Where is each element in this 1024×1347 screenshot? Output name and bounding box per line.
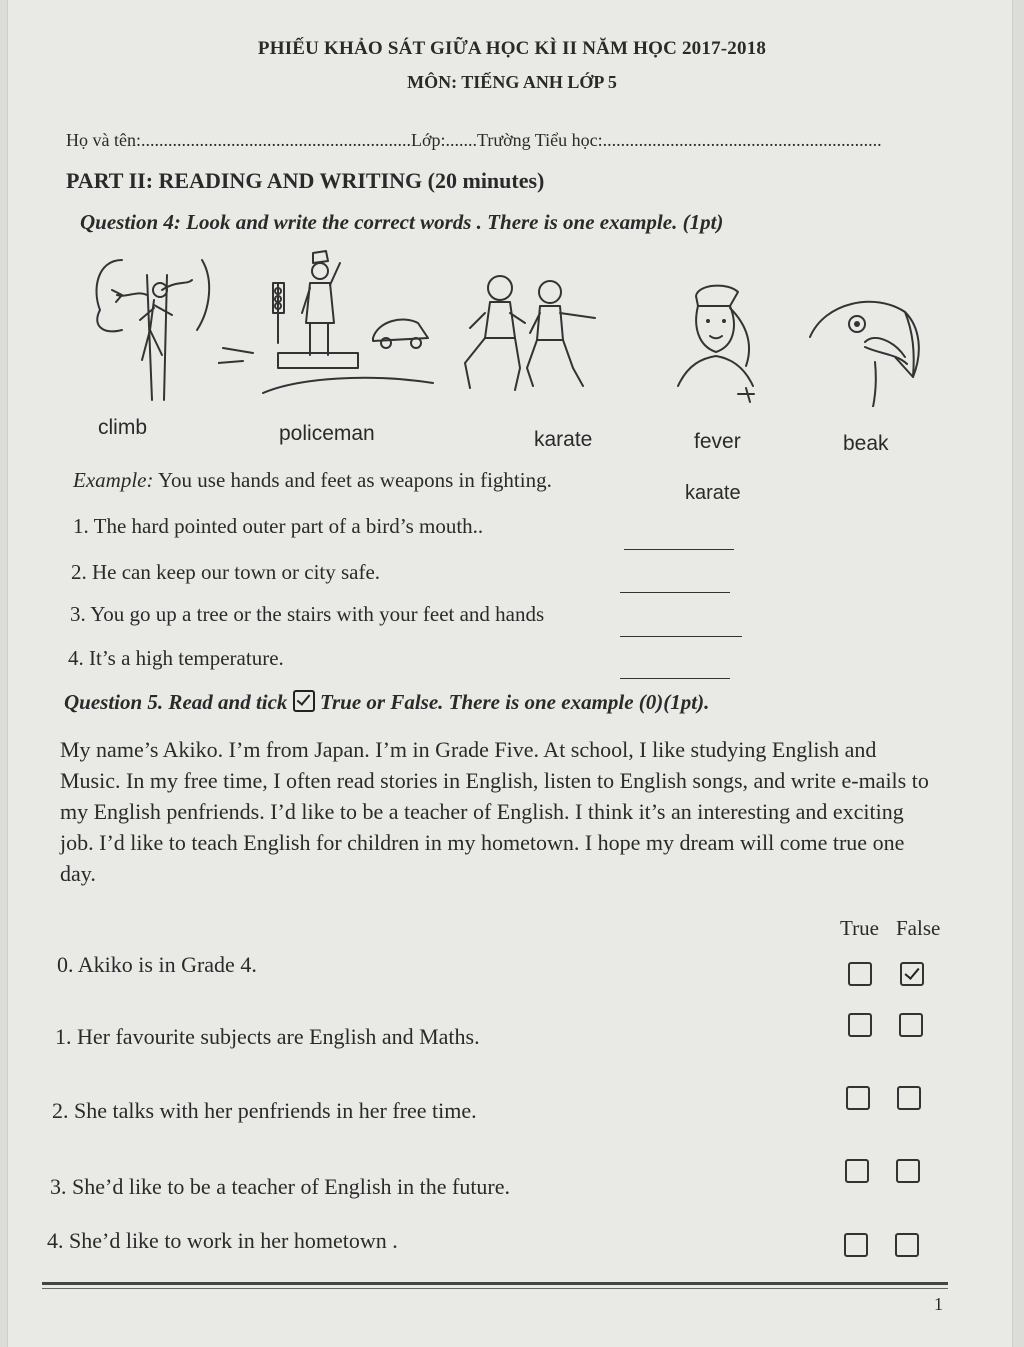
statement-3-true-checkbox[interactable] <box>845 1159 869 1183</box>
statement-0-true-checkbox[interactable] <box>848 962 872 986</box>
q4-item-2: 2. He can keep our town or city safe. <box>71 560 381 584</box>
climb-illustration <box>92 250 217 410</box>
q4-answer-3[interactable] <box>620 614 742 637</box>
student-info-line <box>66 130 882 151</box>
footer-rule <box>42 1282 948 1285</box>
q5-instruction-part2: True or False. There is one example (0)(1pt). <box>319 690 710 714</box>
worksheet-page <box>8 0 1012 1347</box>
example-answer: karate <box>685 482 741 504</box>
page-number: 1 <box>934 1294 943 1314</box>
false-column-header: False <box>896 916 941 940</box>
q4-answer-1[interactable] <box>624 527 734 550</box>
beak-illustration <box>805 292 925 407</box>
word-karate: karate <box>534 428 593 451</box>
statement-0-false-checkbox[interactable] <box>900 962 924 986</box>
policeman-illustration <box>218 243 438 403</box>
statement-1-true-checkbox[interactable] <box>848 1013 872 1037</box>
q4-item-1: 1. The hard pointed outer part of a bird’s mouth.. <box>73 514 484 538</box>
reading-passage: My name’s Akiko. I’m from Japan. I’m in Grade Five. At school, I like studying English and Music. In my free time, I often read stories in English, listen to English songs, and write e-mails to my English penfriends. I’d like to be a teacher of English. I think it’s an interesting and exciting job. I’d like to teach English for children in my hometown. I hope my dream will come true one day. <box>60 737 929 886</box>
school-label: Trường Tiểu học: <box>477 130 603 150</box>
karate-illustration <box>455 268 605 398</box>
statement-4-true-checkbox[interactable] <box>844 1233 868 1257</box>
statement-2: 2. She talks with her penfriends in her free time. <box>52 1098 477 1123</box>
subject-title: MÔN: TIẾNG ANH LỚP 5 <box>407 72 617 92</box>
word-policeman: policeman <box>279 422 375 445</box>
q4-item-3: 3. You go up a tree or the stairs with your feet and hands <box>70 602 545 626</box>
part-title: PART II: READING AND WRITING (20 minutes) <box>66 168 545 193</box>
q5-instruction-part1: Question 5. Read and tick <box>64 690 288 714</box>
tick-icon <box>293 690 315 712</box>
word-beak: beak <box>843 432 889 455</box>
example-label: Example: <box>73 468 154 492</box>
word-fever: fever <box>694 430 741 453</box>
example-line <box>73 468 552 493</box>
class-field[interactable]: ....... <box>445 130 477 150</box>
statement-4-false-checkbox[interactable] <box>895 1233 919 1257</box>
statement-4: 4. She’d like to work in her hometown . <box>47 1228 398 1253</box>
fever-illustration <box>668 276 763 406</box>
name-label: Họ và tên: <box>66 130 141 150</box>
statement-2-true-checkbox[interactable] <box>846 1086 870 1110</box>
q4-item-4: 4. It’s a high temperature. <box>68 646 284 670</box>
school-field[interactable]: .............................................................. <box>602 130 882 150</box>
class-label: Lớp: <box>410 130 446 150</box>
statement-1-false-checkbox[interactable] <box>899 1013 923 1037</box>
statement-0: 0. Akiko is in Grade 4. <box>57 952 257 977</box>
statement-1: 1. Her favourite subjects are English and Maths. <box>55 1024 480 1049</box>
footer-rule-thin <box>42 1288 948 1289</box>
true-column-header: True <box>840 916 879 940</box>
question5-instruction <box>64 690 709 715</box>
worksheet-title: PHIẾU KHẢO SÁT GIỮA HỌC KÌ II NĂM HỌC 2017-2018 <box>257 38 767 59</box>
statement-3-false-checkbox[interactable] <box>896 1159 920 1183</box>
q4-answer-2[interactable] <box>620 570 730 593</box>
example-text: You use hands and feet as weapons in fighting. <box>157 468 552 492</box>
question4-instruction: Question 4: Look and write the correct words . There is one example. (1pt) <box>80 210 724 234</box>
statement-3: 3. She’d like to be a teacher of English in the future. <box>50 1174 511 1199</box>
name-field[interactable]: ............................................................ <box>140 130 411 150</box>
q4-answer-4[interactable] <box>620 656 730 679</box>
statement-2-false-checkbox[interactable] <box>897 1086 921 1110</box>
word-climb: climb <box>98 416 148 439</box>
